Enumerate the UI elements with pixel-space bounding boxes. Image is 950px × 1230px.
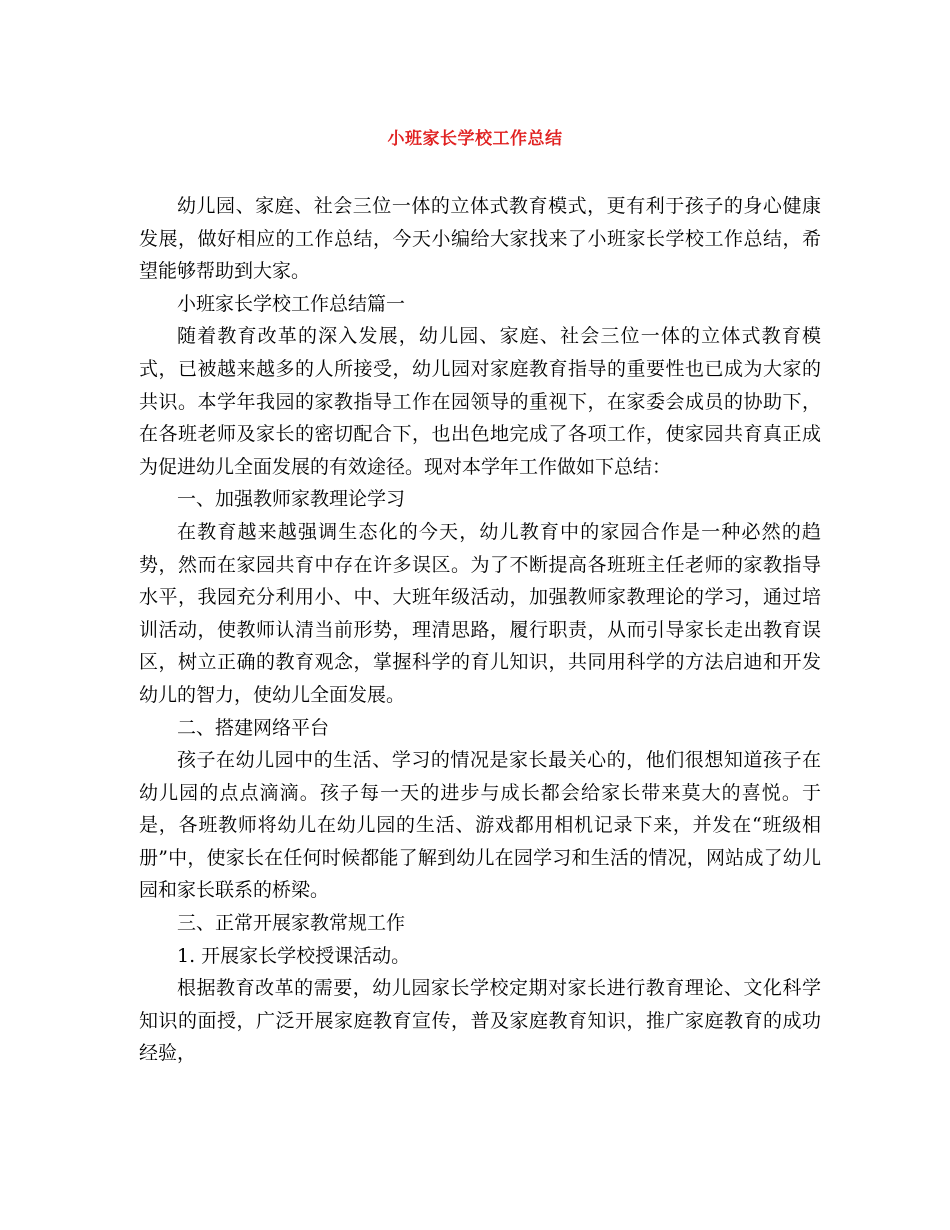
intro-paragraph: 幼儿园、家庭、社会三位一体的立体式教育模式，更有利于孩子的身心健康发展，做好相应的工作总结，今天小编给大家找来了小班家长学校工作总结，希望能够帮助到大家。 xyxy=(139,195,821,283)
section-heading-1: 一、加强教师家教理论学习 xyxy=(177,488,406,511)
body-paragraph: 随着教育改革的深入发展，幼儿园、家庭、社会三位一体的立体式教育模式，已被越来越多的人所接受，幼儿园对家庭教育指导的重要性也已成为大家的共识。本学年我园的家教指导工作在园领导的重视下，在家委会成员的协助下，在各班老师及家长的密切配合下，也出色地完成了各项工作，使家园共育真正成为促进幼儿全面发展的有效途径。现对本学年工作做如下总结： xyxy=(139,325,821,478)
body-paragraph: 根据教育改革的需要，幼儿园家长学校定期对家长进行教育理论、文化科学知识的面授，广泛开展家庭教育宣传，普及家庭教育知识，推广家庭教育的成功经验， xyxy=(139,977,821,1065)
section-heading-part-one: 小班家长学校工作总结篇一 xyxy=(177,292,406,315)
body-paragraph: 孩子在幼儿园中的生活、学习的情况是家长最关心的，他们很想知道孩子在幼儿园的点点滴滴。孩子每一天的进步与成长都会给家长带来莫大的喜悦。于是，各班教师将幼儿在幼儿园的生活、游戏都用相机记录下来，并发在“班级相册”中，使家长在任何时候都能了解到幼儿在园学习和生活的情况，网站成了幼儿园和家长联系的桥梁。 xyxy=(139,749,821,902)
section-heading-3: 三、正常开展家教常规工作 xyxy=(177,912,406,935)
subsection-heading-1: 1. 开展家长学校授课活动。 xyxy=(177,944,411,967)
section-heading-2: 二、搭建网络平台 xyxy=(177,716,330,739)
body-paragraph: 在教育越来越强调生态化的今天，幼儿教育中的家园合作是一种必然的趋势，然而在家园共育中存在许多误区。为了不断提高各班班主任老师的家教指导水平，我园充分利用小、中、大班年级活动，加强教师家教理论的学习，通过培训活动，使教师认清当前形势，理清思路，履行职责，从而引导家长走出教育误区，树立正确的教育观念，掌握科学的育儿知识，共同用科学的方法启迪和开发幼儿的智力，使幼儿全面发展。 xyxy=(139,520,821,706)
document-title: 小班家长学校工作总结 xyxy=(387,129,563,149)
document-body xyxy=(139,190,821,1070)
